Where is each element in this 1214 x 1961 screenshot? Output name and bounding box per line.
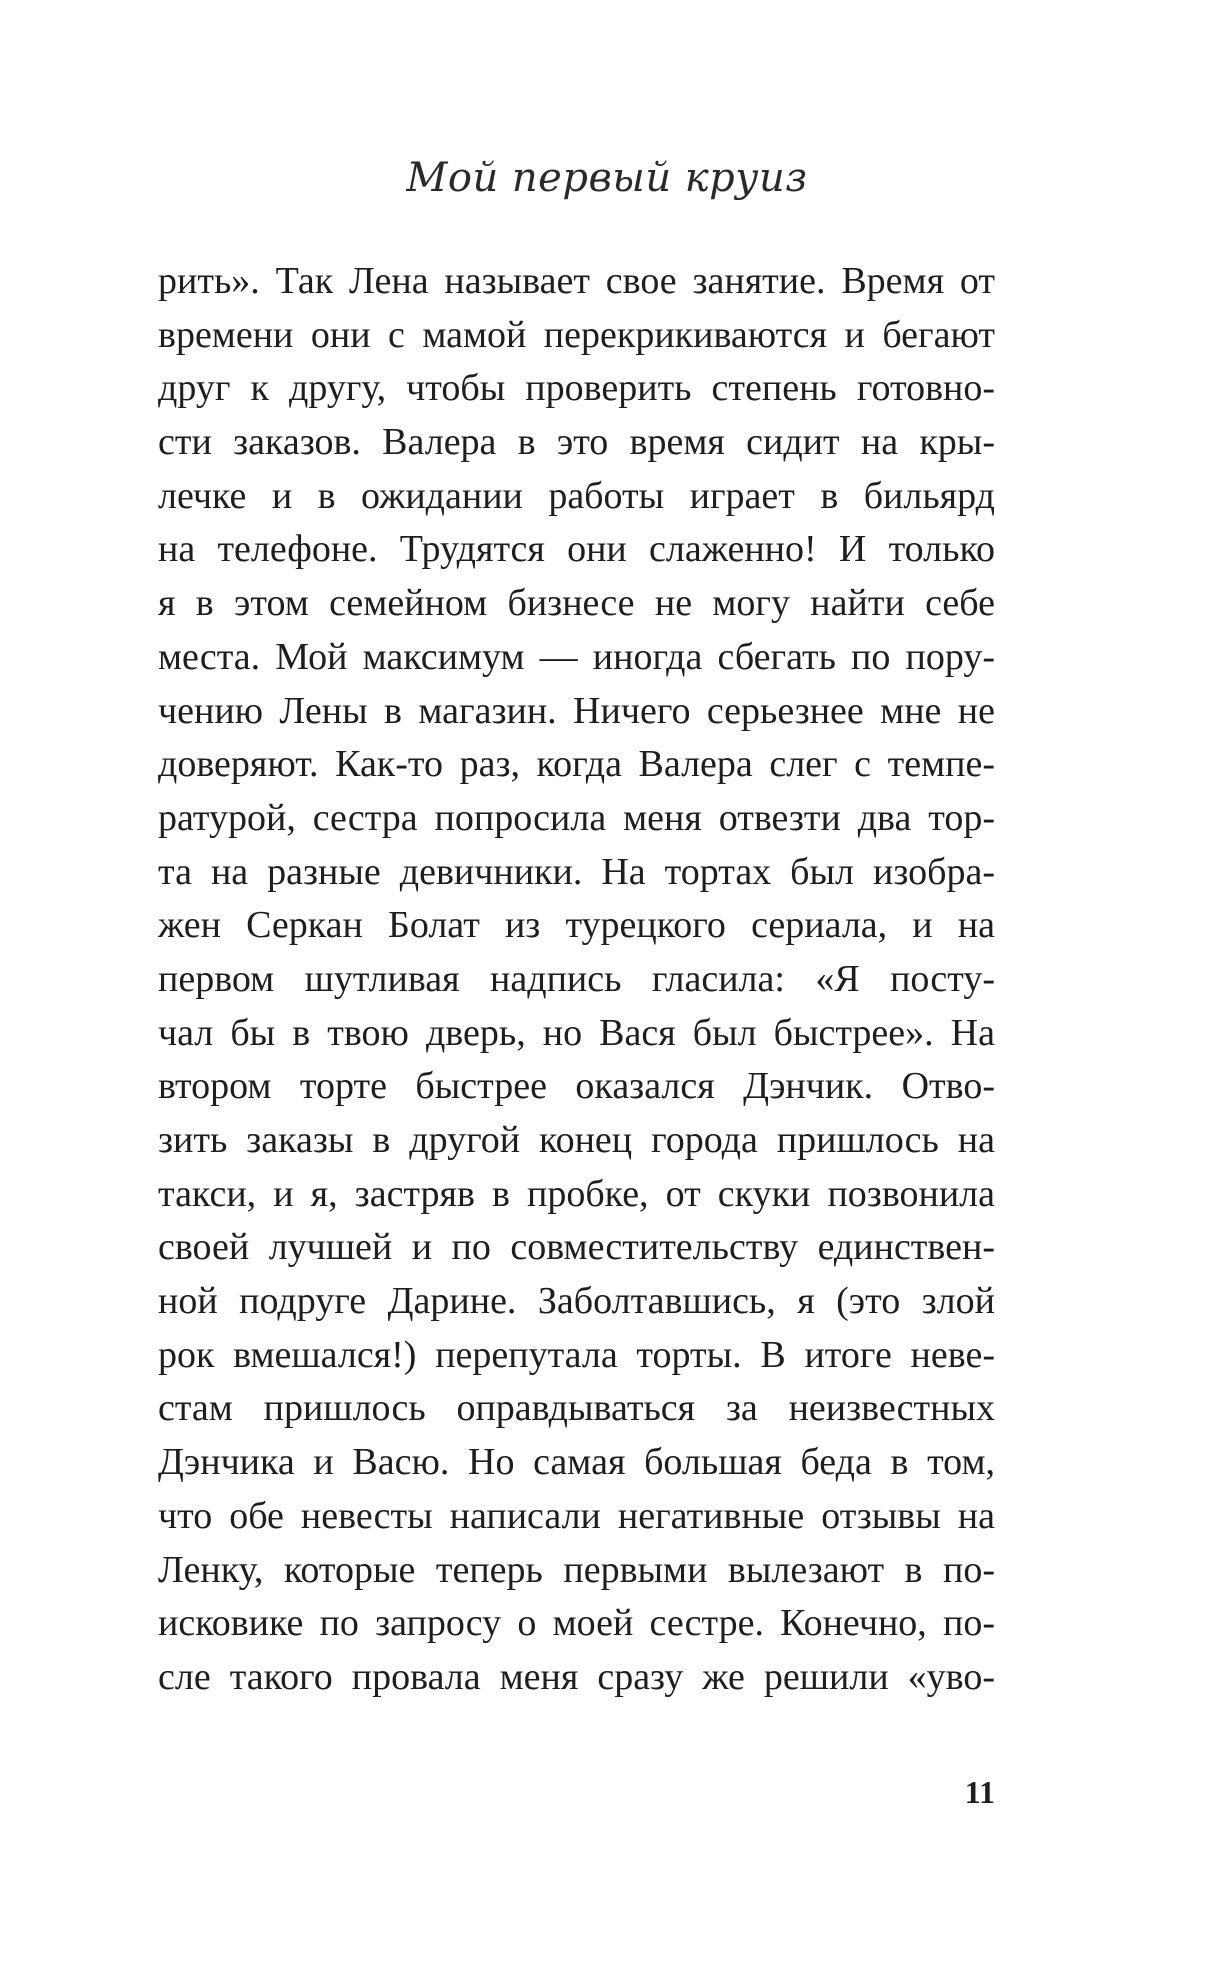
text-line: своей лучшей и по совместительству единствен- xyxy=(158,1226,995,1269)
text-line: доверяют. Как-то раз, когда Валера слег с темпе- xyxy=(158,743,995,786)
text-line: сти заказов. Валера в это время сидит на кры- xyxy=(158,421,995,464)
text-line: исковике по запросу о моей сестре. Конечно, по- xyxy=(158,1602,995,1645)
text-line: лечке и в ожидании работы играет в бильярд xyxy=(158,474,995,517)
text-line: такси, и я, застряв в пробке, от скуки позвонила xyxy=(158,1172,995,1215)
text-line: места. Мой максимум — иногда сбегать по пору- xyxy=(158,635,995,678)
text-line: ной подруге Дарине. Заболтавшись, я (это злой xyxy=(158,1280,995,1323)
text-line: времени они с мамой перекрикиваются и бегают xyxy=(158,313,995,356)
text-line: рить». Так Лена называет свое занятие. Время от xyxy=(158,260,995,302)
text-line: что обе невесты написали негативные отзывы на xyxy=(158,1494,995,1537)
text-line: на телефоне. Трудятся они слаженно! И только xyxy=(158,528,995,571)
text-line: рок вмешался!) перепутала торты. В итоге неве- xyxy=(158,1333,995,1376)
text-line: зить заказы в другой конец города пришлось на xyxy=(158,1119,995,1161)
text-line: Дэнчика и Васю. Но самая большая беда в том, xyxy=(158,1441,995,1484)
text-line: друг к другу, чтобы проверить степень готовно- xyxy=(158,367,995,410)
text-line: втором торте быстрее оказался Дэнчик. Отво- xyxy=(158,1065,995,1108)
text-line: стам пришлось оправдываться за неизвестных xyxy=(158,1387,995,1430)
page-number: 11 xyxy=(964,1774,995,1810)
text-line: сле такого провала меня сразу же решили «уво- xyxy=(158,1655,995,1698)
text-line: я в этом семейном бизнесе не могу найти себе xyxy=(158,582,995,625)
text-line: чению Лены в магазин. Ничего серьезнее мне не xyxy=(158,689,995,732)
text-line: та на разные девичники. На тортах был изобра- xyxy=(158,850,995,893)
text-line: первом шутливая надпись гласила: «Я посту- xyxy=(158,957,995,1000)
text-line: чал бы в твою дверь, но Вася был быстрее». На xyxy=(158,1011,995,1054)
text-line: жен Серкан Болат из турецкого сериала, и на xyxy=(158,904,995,947)
text-line: ратурой, сестра попросила меня отвезти два тор- xyxy=(158,796,995,839)
body-text xyxy=(158,255,995,1705)
text-line: Ленку, которые теперь первыми вылезают в по- xyxy=(158,1548,995,1591)
running-header-title: Мой первый круиз xyxy=(406,155,808,201)
